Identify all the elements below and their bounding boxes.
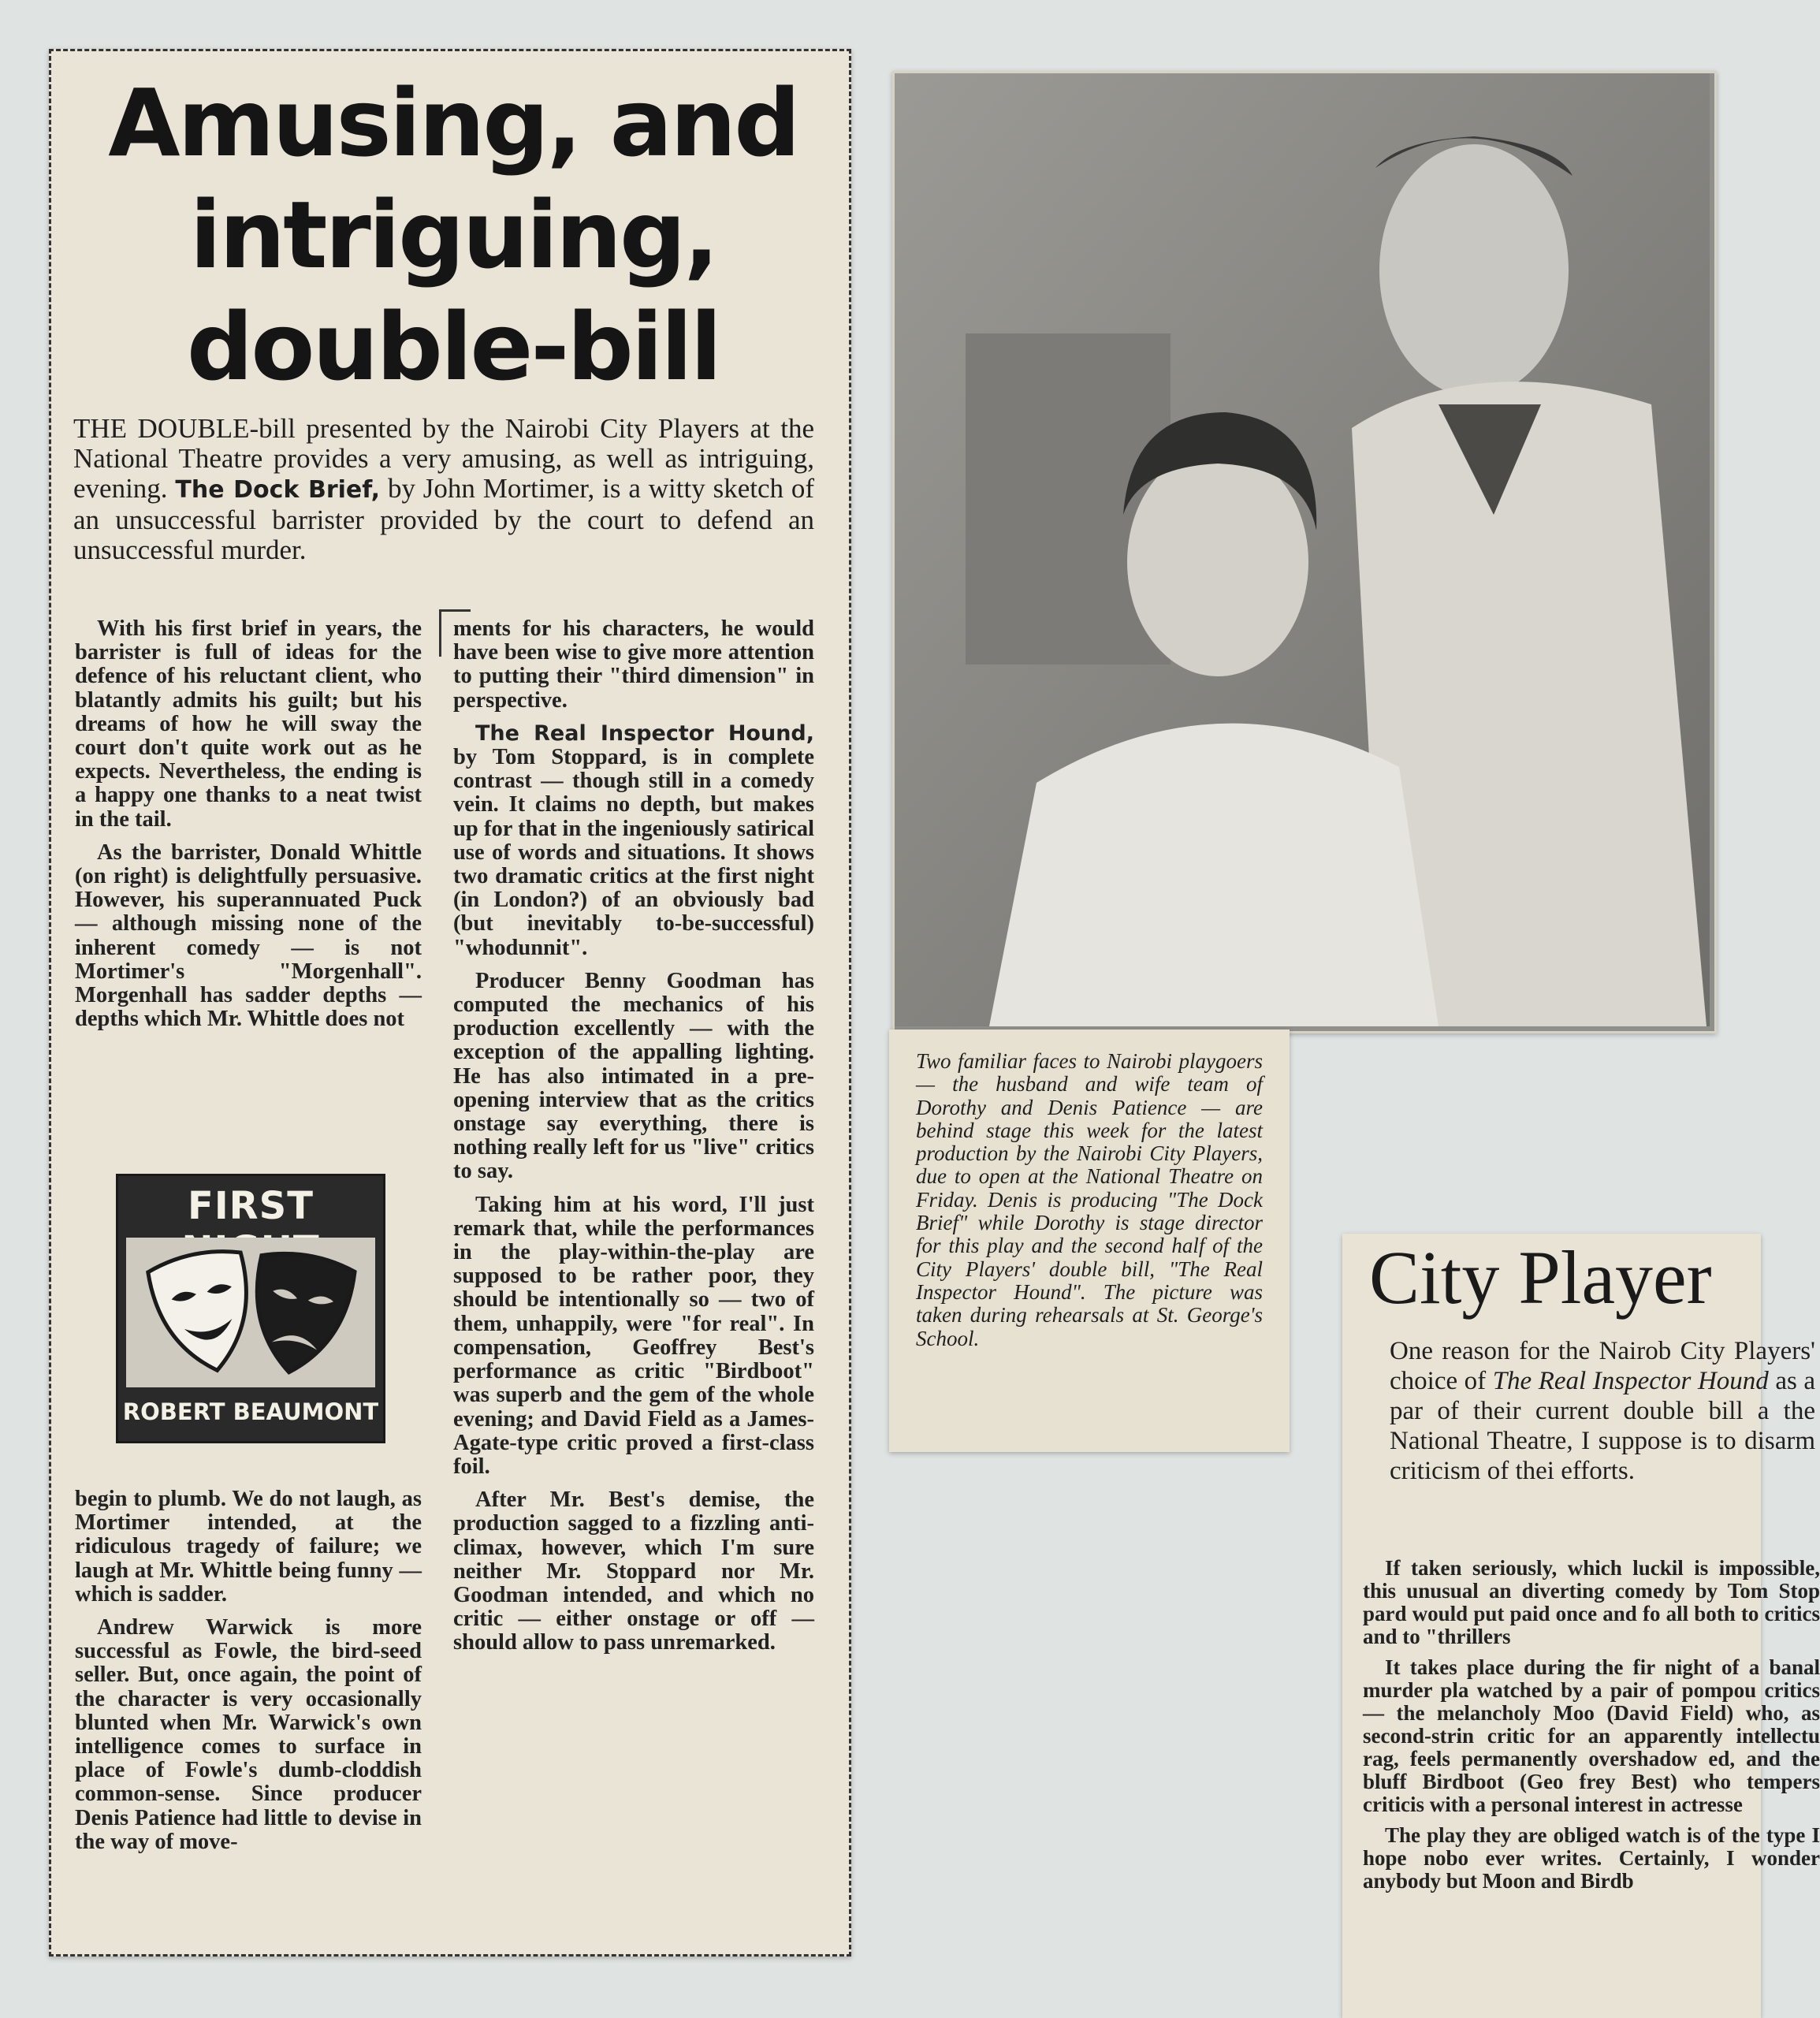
column-rule bbox=[439, 609, 441, 657]
headline-line-3: double-bill bbox=[186, 292, 720, 401]
paragraph: After Mr. Best's demise, the production sagged to a fizzling anti-climax, however, which I'm sure neither Mr. Stoppard nor Mr. Goodman intended, and which no critic — either onstage or off — should allow to pass unremarked. bbox=[453, 1487, 814, 1655]
paragraph: It takes place during the fir night of a banal murder pla watched by a pair of pompou critics — the melancholy Moo (David Field) who, as second-strin critic for an apparently intellectu rag, feels permanently overshadow ed, and the bluff Birdboot (Geo frey Best) who tempers criticis with a personal interest in actresse bbox=[1363, 1655, 1820, 1816]
paragraph: Producer Benny Goodman has computed the mechanics of his production excellently — with the exception of the appalling lighting. He has also intimated in a pre-opening interview that as the critics onstage say everything, there is nothing really left for us "live" critics to say. bbox=[453, 968, 814, 1184]
column-b bbox=[453, 617, 814, 1665]
city-title: City Player bbox=[1369, 1235, 1712, 1320]
paragraph: As the barrister, Donald Whittle (on right) is delightfully persuasive. However, his superannuated Puck — although missing none of the inherent comedy — is not Mortimer's "Morgenhall". Morgenhall has sadder depths — depths which Mr. Whittle does not bbox=[75, 840, 422, 1032]
theatre-masks-icon bbox=[126, 1238, 375, 1387]
lead-text-1: THE DOUBLE-bill presented by the Nairobi City Players at the National Theatre provides a very amusing, as well as intriguing, evening. bbox=[73, 413, 814, 504]
paragraph bbox=[453, 722, 814, 960]
lead-text-2: by John Mortimer, is a witty sketch of an unsuccessful barrister provided by the court to defend an unsuccessful murder. bbox=[73, 473, 815, 565]
paragraph: With his first brief in years, the barrister is full of ideas for the defence of his reluctant client, who blatantly admits his guilt; but his dreams of how he will sway the court don't quite work out as he expects. Nevertheless, the ending is a happy one thanks to a neat twist in the tail. bbox=[75, 616, 422, 832]
headline-line-1: Amusing, and bbox=[108, 69, 798, 177]
lead-title-dock-brief: The Dock Brief, bbox=[175, 476, 381, 504]
city-column bbox=[1363, 1557, 1820, 1901]
rehearsal-photo bbox=[892, 71, 1717, 1033]
paragraph-text: by Tom Stoppard, is in complete contrast — though still in a comedy vein. It claims no depth, but makes up for that in the ingeniously satirical use of words and situations. It shows two dramatic critics at the first night (in London?) of an obviously bad (but inevitably to-be-successful) "whodunnit". bbox=[453, 745, 814, 960]
city-players-clipping bbox=[1342, 1234, 1820, 2018]
first-night-badge bbox=[116, 1174, 385, 1443]
city-lead-title: The Real Inspector Hound bbox=[1492, 1367, 1769, 1395]
badge-title: FIRST bbox=[188, 1184, 314, 1228]
headline-line-2: intriguing, bbox=[189, 181, 717, 289]
column-a-bottom bbox=[75, 1487, 422, 1863]
paragraph: begin to plumb. We do not laugh, as Mortimer intended, at the ridiculous tragedy of failure; we laugh at Mr. Whittle being funny — which is sadder. bbox=[75, 1487, 422, 1607]
city-lead bbox=[1390, 1336, 1815, 1486]
photo-caption: Two familiar faces to Nairobi playgoers — the husband and wife team of Dorothy and Denis Patience — are behind stage this week for the latest production by the Nairobi City Players, due to open at the National Theatre on Friday. Denis is producing "The Dock Brief" while Dorothy is stage director for this play and the second half of the City Players' double bill, "The Real Inspector Hound". The picture was taken during rehearsals at St. George's School. bbox=[889, 1029, 1290, 1452]
city-lead-b: as a par of their current double bill a the National Theatre, I suppose is to disarm criticism of thei efforts. bbox=[1390, 1367, 1816, 1485]
lead-paragraph bbox=[73, 414, 814, 565]
title-real-inspector-hound: The Real Inspector Hound, bbox=[475, 720, 814, 746]
paragraph: Taking him at his word, I'll just remark that, while the performances in the play-within-the-play are supposed to be rather poor, they should be intentionally so — two of them, unhappily, were "for real". In compensation, Geoffrey Best's performance as critic "Birdboot" was superb and the gem of the whole evening; and David Field as a James-Agate-type critic proved a first-class foil. bbox=[453, 1192, 814, 1479]
headline bbox=[99, 67, 808, 403]
column-rule-top bbox=[439, 609, 471, 612]
city-lead-a: One reason for the Nairob City Players' choice of bbox=[1390, 1337, 1815, 1395]
review-clipping bbox=[49, 49, 851, 1957]
paragraph: The play they are obliged watch is of the type I hope nobo ever writes. Certainly, I wonder anybody but Moon and Birdb bbox=[1363, 1823, 1820, 1893]
badge-byline: ROBERT BEAUMONT bbox=[122, 1398, 379, 1425]
column-a-top bbox=[75, 617, 422, 1041]
paragraph: If taken seriously, which luckil is impossible, this unusual an diverting comedy by Tom Stop pard would put paid once and fo all both to critics and to "thrillers bbox=[1363, 1556, 1820, 1648]
paragraph: ments for his characters, he would have been wise to give more attention to putting their "third dimension" in perspective. bbox=[453, 616, 814, 713]
paragraph: Andrew Warwick is more successful as Fowle, the bird-seed seller. But, once again, the point of the character is very occasionally blunted when Mr. Warwick's own intelligence comes to surface in place of Fowle's dumb-cloddish common-sense. Since producer Denis Patience had little to devise in the way of move- bbox=[75, 1615, 422, 1854]
